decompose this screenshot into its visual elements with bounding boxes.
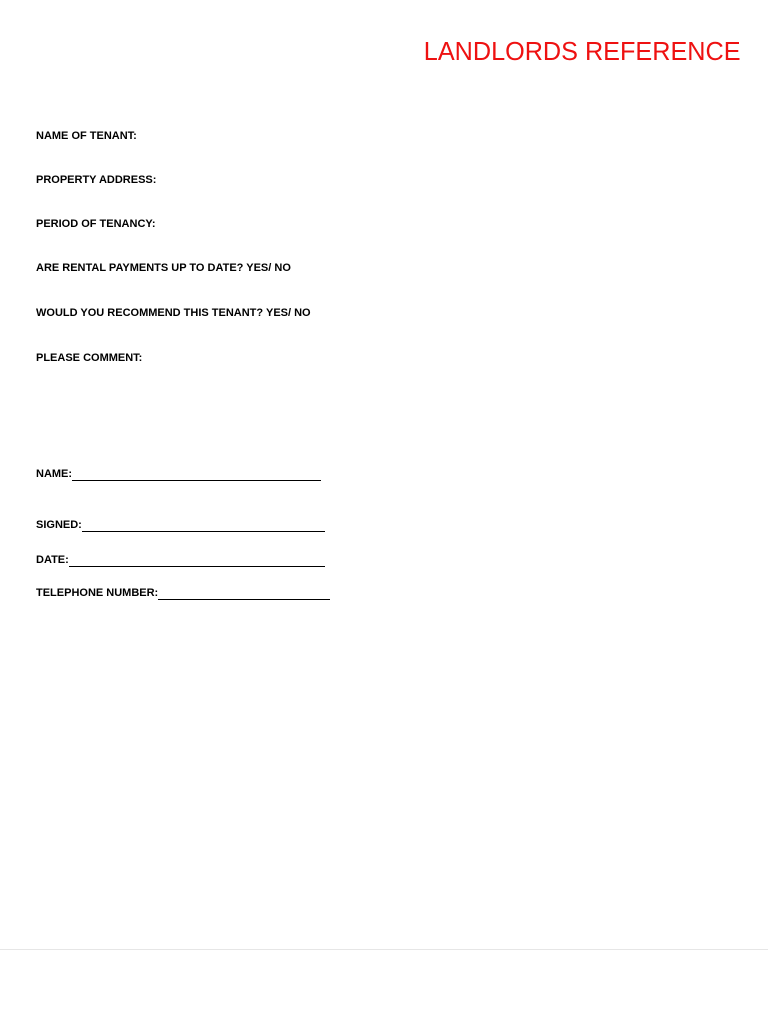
field-rental-payments-up-to-date: ARE RENTAL PAYMENTS UP TO DATE? YES/ NO — [36, 262, 291, 274]
field-name-of-tenant: NAME OF TENANT: — [36, 130, 137, 142]
signature-name-label: NAME: — [36, 468, 73, 480]
signature-signed-line[interactable] — [82, 518, 325, 532]
field-property-address: PROPERTY ADDRESS: — [36, 174, 157, 186]
field-recommend-tenant: WOULD YOU RECOMMEND THIS TENANT? YES/ NO — [36, 307, 311, 319]
signature-date-row — [36, 553, 325, 567]
signature-date-label: DATE: — [36, 554, 69, 566]
signature-name-row — [36, 467, 321, 481]
field-please-comment: PLEASE COMMENT: — [36, 352, 143, 364]
signature-telephone-row — [36, 586, 330, 600]
signature-name-line[interactable] — [72, 467, 321, 481]
signature-telephone-line[interactable] — [158, 586, 330, 600]
signature-date-line[interactable] — [69, 553, 325, 567]
signature-telephone-label: TELEPHONE NUMBER: — [36, 587, 159, 599]
signature-signed-label: SIGNED: — [36, 519, 82, 531]
page-title: LANDLORDS REFERENCE — [424, 36, 741, 66]
page-bottom-divider — [0, 949, 768, 950]
field-period-of-tenancy: PERIOD OF TENANCY: — [36, 218, 156, 230]
signature-signed-row — [36, 518, 325, 532]
